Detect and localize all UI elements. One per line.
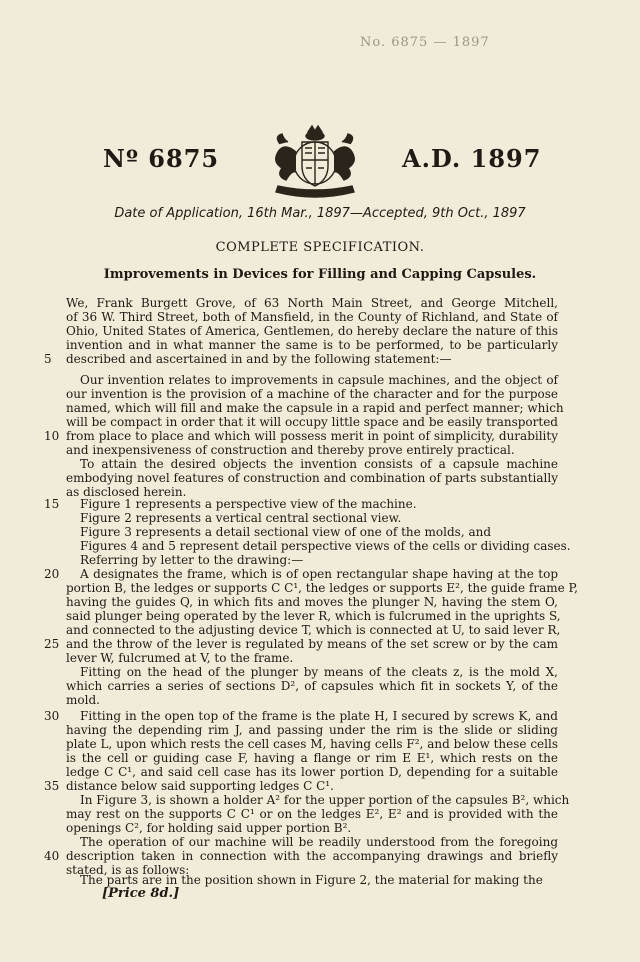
body-line: and inexpensiveness of construction and thereby prove entirely practical. [66, 443, 515, 457]
body-line: Fitting on the head of the plunger by means of the cleats z, is the mold X, [80, 665, 558, 679]
body-line: mold. [66, 693, 100, 707]
body-line: named, which will fill and make the capsule in a rapid and perfect manner; which [66, 401, 564, 415]
body-line: Referring by letter to the drawing:— [80, 553, 304, 567]
body-line: having the depending rim J, and passing under the rim is the slide or sliding [66, 723, 558, 737]
line-number: 25 [44, 637, 60, 651]
body-line: A designates the frame, which is of open rectangular shape having at the top [80, 567, 558, 581]
line-number: 40 [44, 849, 60, 863]
line-number: 20 [44, 567, 60, 581]
body-line: plate L, upon which rests the cell cases M, having cells F², and below these cells [66, 737, 558, 751]
body-line: is the cell or guiding case F, having a flange or rim E E¹, which rests on the [66, 751, 558, 765]
patent-year: A.D. 1897 [402, 144, 542, 173]
royal-coat-of-arms-icon [256, 122, 374, 200]
body-line: of 36 W. Third Street, both of Mansfield, in the County of Richland, and State of [66, 310, 558, 324]
body-line: The operation of our machine will be readily understood from the foregoing [80, 835, 558, 849]
body-line: Fitting in the open top of the frame is the plate H, I secured by screws K, and [80, 709, 558, 723]
line-number: 5 [44, 352, 52, 366]
patent-number: Nº 6875 [103, 144, 220, 173]
line-number: 15 [44, 497, 60, 511]
specification-heading: COMPLETE SPECIFICATION. [215, 240, 425, 255]
line-number: 10 [44, 429, 60, 443]
price-note: [Price 8d.] [102, 886, 180, 901]
body-line: from place to place and which will possess merit in point of simplicity, durability [66, 429, 558, 443]
body-line: invention and in what manner the same is to be performed, to be particularly [66, 338, 558, 352]
body-line: and the throw of the lever is regulated by means of the set screw or by the cam [66, 637, 558, 651]
body-line: distance below said supporting ledges C C¹. [66, 779, 334, 793]
invention-title: Improvements in Devices for Filling and Capping Capsules. [103, 267, 537, 282]
body-line: as disclosed herein. [66, 485, 187, 499]
body-line: embodying novel features of construction and combination of parts substantially [66, 471, 558, 485]
line-number: 30 [44, 709, 60, 723]
body-line: our invention is the provision of a machine of the character and for the purpose [66, 387, 558, 401]
body-line: openings C², for holding said upper portion B². [66, 821, 352, 835]
body-line: ledge C C¹, and said cell case has its lower portion D, depending for a suitable [66, 765, 558, 779]
body-line: Our invention relates to improvements in capsule machines, and the object of [80, 373, 558, 387]
body-line: We, Frank Burgett Grove, of 63 North Main Street, and George Mitchell, [66, 296, 558, 310]
body-line: Figure 3 represents a detail sectional view of one of the molds, and [80, 525, 492, 539]
body-line: Figure 2 represents a vertical central sectional view. [80, 511, 402, 525]
body-line: Ohio, United States of America, Gentlemen, do hereby declare the nature of this [66, 324, 558, 338]
body-line: which carries a series of sections D², of capsules which fit in sockets Y, of the [66, 679, 558, 693]
body-line: The parts are in the position shown in Figure 2, the material for making the [80, 873, 543, 887]
body-line: description taken in connection with the accompanying drawings and briefly [66, 849, 558, 863]
body-line: Figure 1 represents a perspective view of the machine. [80, 497, 417, 511]
body-line: In Figure 3, is shown a holder A² for the upper portion of the capsules B², which [80, 793, 570, 807]
line-number: 35 [44, 779, 60, 793]
body-line: To attain the desired objects the invention consists of a capsule machine [80, 457, 558, 471]
body-line: having the guides Q, in which fits and moves the plunger N, having the stem O, [66, 595, 558, 609]
body-line: may rest on the supports C C¹ or on the ledges E², E² and is provided with the [66, 807, 558, 821]
body-line: and connected to the adjusting device T, which is connected at U, to said lever R, [66, 623, 561, 637]
body-line: said plunger being operated by the lever R, which is fulcrumed in the uprights S, [66, 609, 561, 623]
archive-stamp: No. 6875 — 1897 [360, 35, 490, 50]
application-dates: Date of Application, 16th Mar., 1897—Accepted, 9th Oct., 1897 [114, 206, 526, 221]
body-line: described and ascertained in and by the following statement:— [66, 352, 452, 366]
body-line: Figures 4 and 5 represent detail perspective views of the cells or dividing cases. [80, 539, 571, 553]
body-line: will be compact in order that it will occupy little space and be easily transported [66, 415, 558, 429]
body-line: stated, is as follows: [66, 863, 190, 877]
body-line: portion B, the ledges or supports C C¹, the ledges or supports E², the guide frame P, [66, 581, 578, 595]
body-line: lever W, fulcrumed at V, to the frame. [66, 651, 294, 665]
